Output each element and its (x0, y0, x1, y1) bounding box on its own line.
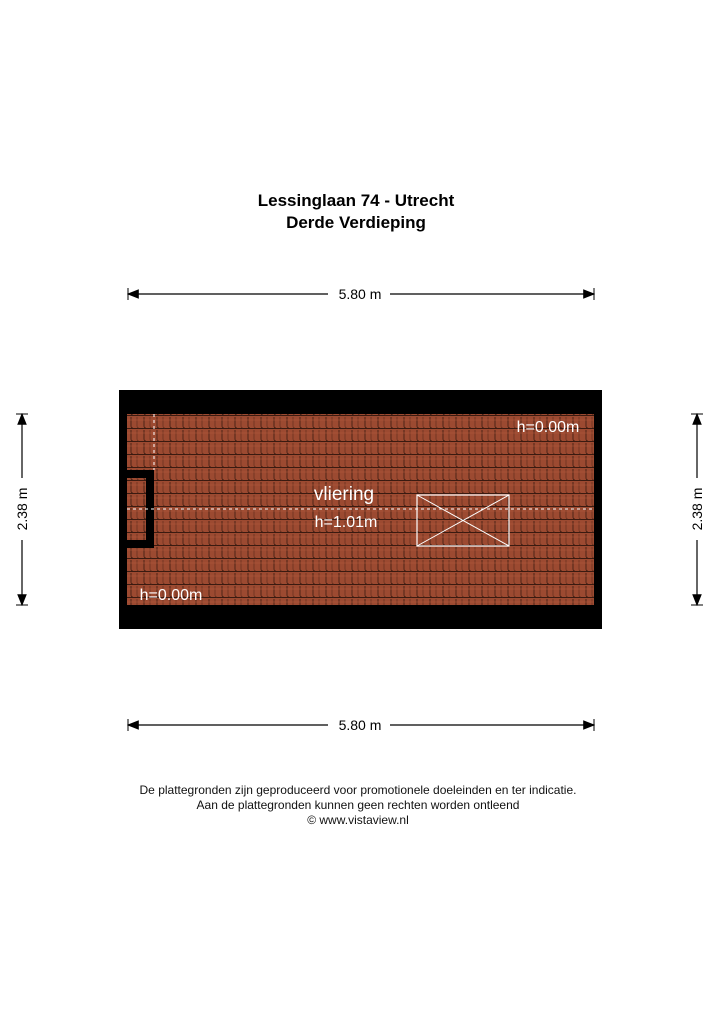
dimension-top (128, 286, 594, 302)
copyright-line: © www.vistaview.nl (307, 813, 409, 827)
dimension-left (14, 414, 30, 605)
floor-name: Derde Verdieping (286, 213, 426, 232)
disclaimer-line: De plattegronden zijn geproduceerd voor promotionele doeleinden en ter indicatie. (139, 783, 577, 797)
floorplan-title: Lessinglaan 74 - Utrecht (257, 191, 455, 210)
dimension-left-label: 2.38 m (14, 487, 30, 531)
height-top-right-label: h=0.00m (516, 419, 580, 436)
dimension-right-label: 2.38 m (689, 487, 705, 531)
room-name-label: vliering (313, 484, 375, 505)
dimension-right (689, 414, 705, 605)
dimension-bottom (128, 717, 594, 733)
disclaimer-line: Aan de plattegronden kunnen geen rechten worden ontleend (196, 798, 520, 812)
dimension-top-label: 5.80 m (338, 286, 382, 302)
height-bottom-left-label: h=0.00m (139, 587, 203, 604)
dimension-bottom-label: 5.80 m (338, 717, 382, 733)
room-height-label: h=1.01m (314, 514, 378, 531)
